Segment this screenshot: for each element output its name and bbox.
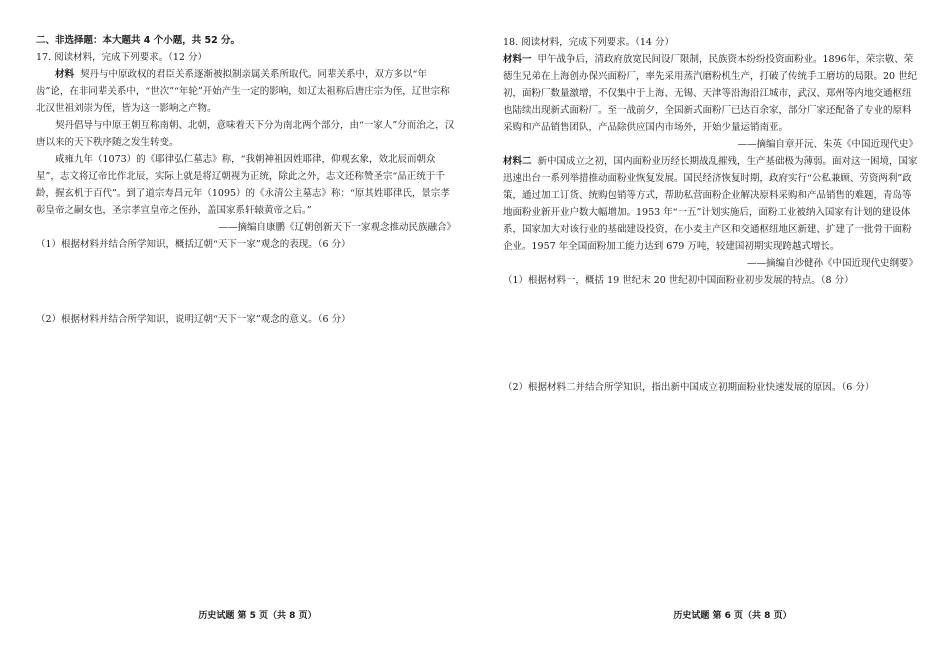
q17-material-text-1: 契丹与中原政权的君臣关系逐渐被拟制亲属关系所取代。同辈关系中，双方多以“年齿”论，在非同辈关系中，“世次”“年轮”开始产生一定的影响，如辽太祖称后唐庄宗为侄，辽世宗称北汉世祖刘崇为侄，皆为这一影响之产物。 <box>36 69 450 114</box>
q17-material-p1 <box>36 66 456 117</box>
q17-material-label: 材料 <box>55 69 75 80</box>
q18-m1-label: 材料一 <box>503 54 532 65</box>
q17-material-p2: 契丹倡导与中原王朝互称南朝、北朝，意味着天下分为南北两个部分，由“一家人”分而治之，汉唐以来的天下秩序随之发生转变。 <box>36 120 455 148</box>
right-page <box>475 0 950 659</box>
q18-sub1: （1）根据材料一，概括 19 世纪末 20 世纪初中国面粉业初步发展的特点。（8 分） <box>503 275 854 286</box>
q18-material-2 <box>503 153 918 255</box>
q18-m1-text: 甲午战争后，清政府放宽民间设厂限制，民族资本纷纷投资面粉业。1896年，荣宗敬、荣德生兄弟在上海创办保兴面粉厂，率先采用蒸汽磨粉机生产，打破了传统手工磨坊的局限。20 世纪初，面粉厂数量激增，不仅集中于上海、无锡、天津等沿海沿江城市，武汉、郑州等内地交通枢纽也陆续出现新式面粉厂。至一战前夕，全国新式面粉厂已达百余家，部分厂家还配备了专业的原料采购和产品销售团队，产品除供应国内市场外，开始少量运销南亚。 <box>503 54 918 133</box>
q18-header: 18. 阅读材料，完成下列要求。（14 分） <box>503 37 674 48</box>
q18-material-1 <box>503 51 918 136</box>
q18-m2-source: ——摘编自沙健孙《中国近现代史纲要》 <box>746 258 918 269</box>
right-footer: 历史试题 第 6 页（共 8 页） <box>673 611 792 621</box>
q17-header: 17. 阅读材料，完成下列要求。（12 分） <box>36 52 207 63</box>
left-column <box>36 32 456 328</box>
q17-sub1: （1）根据材料并结合所学知识，概括辽朝“天下一家”观念的表现。（6 分） <box>36 239 351 250</box>
q18-answer-space-1 <box>503 289 918 379</box>
q18-m2-label: 材料二 <box>503 156 532 167</box>
section-title: 二、非选择题：本大题共 4 个小题，共 52 分。 <box>36 35 241 46</box>
q17-source: ——摘编自康鹏《辽朝创新天下一家观念推动民族融合》 <box>218 222 456 233</box>
q18-m1-source: ——摘编自章开沅、朱英《中国近现代史》 <box>737 139 918 150</box>
q17-sub2: （2）根据材料并结合所学知识，说明辽朝“天下一家”观念的意义。（6 分） <box>36 314 351 325</box>
q18-m2-text: 新中国成立之初，国内面粉业历经长期战乱摧残，生产基础极为薄弱。面对这一困境，国家迅速出台一系列举措推动面粉业恢复发展。国民经济恢复时期，政府实行“公私兼顾、劳资两利”政策，通过加工订货、统购包销等方式，帮助私营面粉企业解决原料采购和产品销售的难题，青岛等地面粉业新开业户数大幅增加。1953 年“一五”计划实施后，面粉工业被纳入国家有计划的建设体系，国家加大对该行业的基础建设投资，在小麦主产区和交通枢纽地区新建、扩建了一批骨干面粉企业。1957 年全国面粉加工能力达到 679 万吨，较建国初期实现跨越式增长。 <box>503 156 918 252</box>
left-footer: 历史试题 第 5 页（共 8 页） <box>198 611 317 621</box>
q18-sub2: （2）根据材料二并结合所学知识，指出新中国成立初期面粉业快速发展的原因。（6 分） <box>503 382 875 393</box>
right-column <box>503 34 918 396</box>
q17-material-p3: 咸雍九年（1073）的《耶律弘仁墓志》称，“我朝神祖因姓耶律，仰观玄象，效北辰而朝众星”，志文将辽帝比作北辰，实际上就是将辽朝视为正统，除此之外，志文还称赞圣宗“品正统于千龄，握玄机于百代”。到了道宗寿昌元年（1095）的《永清公主墓志》称：“原其姓耶律氏，景宗孝彰皇帝之嗣女也，圣宗孝宣皇帝之侄孙，盖国家系轩辕黄帝之后。” <box>36 154 450 216</box>
q17-answer-space-1 <box>36 253 456 311</box>
